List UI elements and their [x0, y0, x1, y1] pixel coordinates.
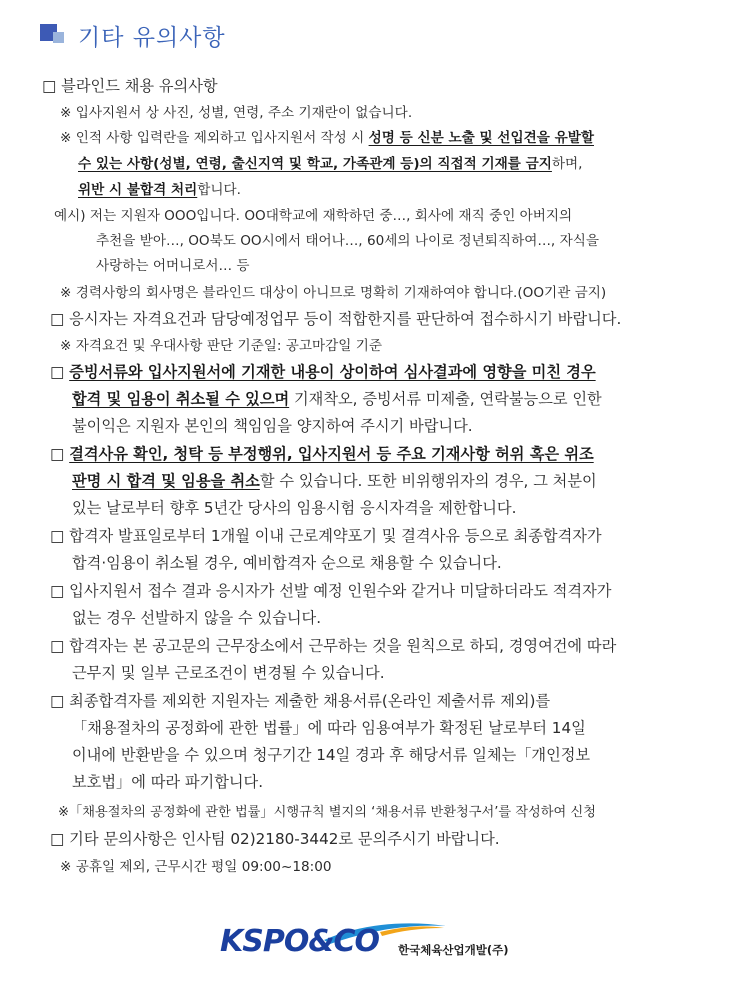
- item-document-return-cont3: 보호법」에 따라 파기합니다.: [72, 773, 264, 791]
- item-contact: □ 기타 문의사항은 인사팀 02)2180-3442로 문의주시기 바랍니다.: [50, 830, 500, 848]
- item-workplace-cont: 근무지 및 일부 근로조건이 변경될 수 있습니다.: [72, 664, 385, 682]
- note-office-hours: ※ 공휴일 제외, 근무시간 평일 09:00~18:00: [60, 859, 332, 875]
- item-reserve: □ 합격자 발표일로부터 1개월 이내 근로계약포기 및 결격사유 등으로 최종합격자가: [50, 527, 602, 545]
- item-disqualification-cont2: 있는 날로부터 향후 5년간 당사의 임용시험 응시자격을 제한합니다.: [72, 499, 517, 517]
- note-personal-info-cont: 수 있는 사항(성별, 연령, 출신지역 및 학교, 가족관계 등)의 직접적 기재를 금지하며,: [78, 156, 583, 172]
- note-violation: 위반 시 불합격 처리합니다.: [78, 182, 241, 198]
- note-career: ※ 경력사항의 회사명은 블라인드 대상이 아니므로 명확히 기재하여야 합니다.(OO기관 금지): [60, 285, 607, 301]
- note-no-photo: ※ 입사지원서 상 사진, 성별, 연령, 주소 기재란이 없습니다.: [60, 105, 413, 121]
- example-line-1: 예시) 저는 지원자 OOO입니다. OO대학교에 재학하던 중…, 회사에 재직 중인 아버지의: [54, 208, 573, 224]
- section-blind-hiring: □ 블라인드 채용 유의사항: [42, 77, 218, 95]
- company-name: 한국체육산업개발(주): [398, 943, 509, 957]
- item-reserve-cont: 합격·임용이 취소될 경우, 예비합격자 순으로 채용할 수 있습니다.: [72, 554, 502, 572]
- item-documents-cont2: 불이익은 지원자 본인의 책임임을 양지하여 주시기 바랍니다.: [72, 417, 473, 435]
- note-criteria-date: ※ 자격요건 및 우대사항 판단 기준일: 공고마감일 기준: [60, 338, 382, 354]
- example-line-2: 추천을 받아…, OO북도 OO시에서 태어나…, 60세의 나이로 정년퇴직하여…, 자식을: [96, 233, 599, 249]
- logo-wordmark: KSPO&CO: [220, 924, 380, 959]
- item-document-return: □ 최종합격자를 제외한 지원자는 제출한 채용서류(온라인 제출서류 제외)를: [50, 692, 551, 710]
- item-workplace: □ 합격자는 본 공고문의 근무장소에서 근무하는 것을 원칙으로 하되, 경영여건에 따라: [50, 637, 617, 655]
- page-title: 기타 유의사항: [78, 24, 226, 51]
- item-selection-cont: 없는 경우 선발하지 않을 수 있습니다.: [72, 609, 322, 627]
- item-document-return-cont: 「채용절차의 공정화에 관한 법률」에 따라 임용여부가 확정된 날로부터 14일: [72, 719, 586, 737]
- item-documents: □ 증빙서류와 입사지원서에 기재한 내용이 상이하여 심사결과에 영향을 미친 경우: [50, 363, 596, 381]
- item-selection: □ 입사지원서 접수 결과 응시자가 선발 예정 인원수와 같거나 미달하더라도 적격자가: [50, 582, 612, 600]
- note-return-form: ※「채용절차의 공정화에 관한 법률」시행규칙 별지의 ‘채용서류 반환청구서’를 작성하여 신청: [58, 805, 596, 820]
- item-disqualification: □ 결격사유 확인, 청탁 등 부정행위, 입사지원서 등 주요 기재사항 허위 혹은 위조: [50, 445, 594, 463]
- item-disqualification-cont: 판명 시 합격 및 임용을 취소할 수 있습니다. 또한 비위행위자의 경우, 그 처분이: [72, 472, 597, 490]
- item-document-return-cont2: 이내에 반환받을 수 있으며 청구기간 14일 경과 후 해당서류 일체는「개인정보: [72, 746, 591, 764]
- example-line-3: 사랑하는 어머니로서… 등: [96, 258, 250, 274]
- section-header: [40, 20, 226, 50]
- header-bullet-icon: [40, 24, 66, 46]
- company-logo: [220, 918, 520, 966]
- note-personal-info: ※ 인적 사항 입력란을 제외하고 입사지원서 작성 시 성명 등 신분 노출 및 선입견을 유발할: [60, 130, 594, 146]
- item-eligibility: □ 응시자는 자격요건과 담당예정업무 등이 적합한지를 판단하여 접수하시기 바랍니다.: [50, 310, 622, 328]
- item-documents-cont: 합격 및 임용이 취소될 수 있으며 기재착오, 증빙서류 미제출, 연락불능으로 인한: [72, 390, 602, 408]
